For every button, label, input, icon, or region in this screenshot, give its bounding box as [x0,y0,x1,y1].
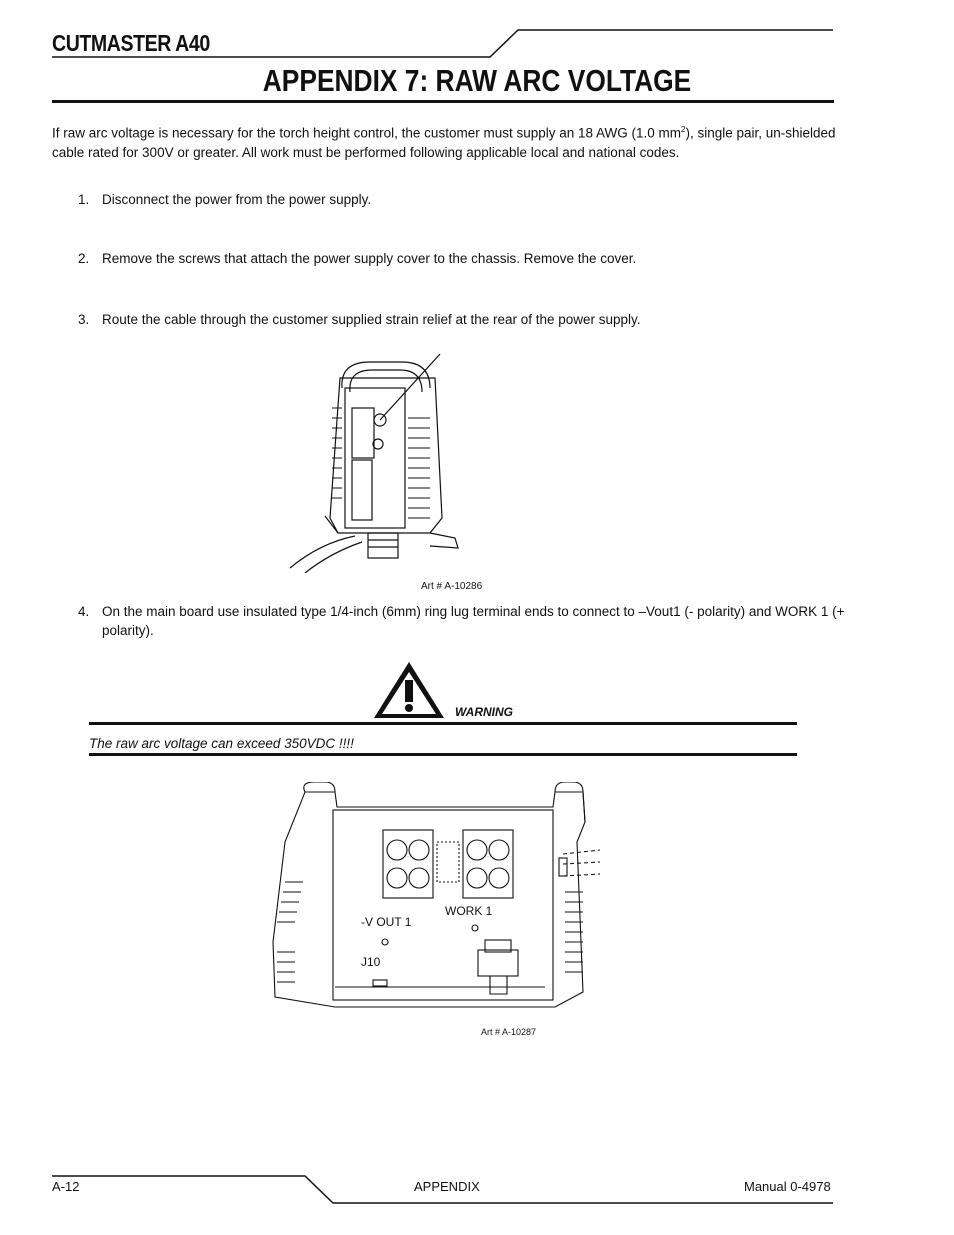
brand-name: CUTMASTER A40 [52,30,210,56]
figure1-art-number: Art # A-10286 [421,581,483,592]
step-1: 1. Disconnect the power from the power supply. [78,192,372,207]
footer-section: APPENDIX [414,1179,480,1194]
warning-triangle-icon [372,660,446,720]
main-board-illustration [265,782,625,1022]
work-label: WORK 1 [445,904,493,918]
figure2-art-number: Art # A-10287 [481,1027,537,1037]
page-title: APPENDIX 7: RAW ARC VOLTAGE [262,63,692,98]
j10-label: J10 [361,955,381,969]
footer-manual: Manual 0-4978 [744,1179,831,1194]
vout-label: -V OUT 1 [361,915,412,929]
warning-text: The raw arc voltage can exceed 350VDC !!!! [89,736,354,751]
step-3: 3. Route the cable through the customer supplied strain relief at the rear of the power supply. [78,312,641,327]
step-4: 4. On the main board use insulated type 1/4-inch (6mm) ring lug terminal ends to connect to –Vout1 (- polarity) and WORK 1 (+ polarity). [78,604,845,638]
warning-label: WARNING [455,705,513,719]
footer-page-number: A-12 [52,1179,80,1194]
power-supply-rear-illustration [280,348,480,573]
step-2: 2. Remove the screws that attach the power supply cover to the chassis. Remove the cover. [78,251,637,266]
intro-paragraph: If raw arc voltage is necessary for the torch height control, the customer must supply an 18 AWG (1.0 $mm^2$), single pair, un-shielded cable rated for 300V or greater. All work must be performed following applicable local and national codes. [52,125,836,160]
